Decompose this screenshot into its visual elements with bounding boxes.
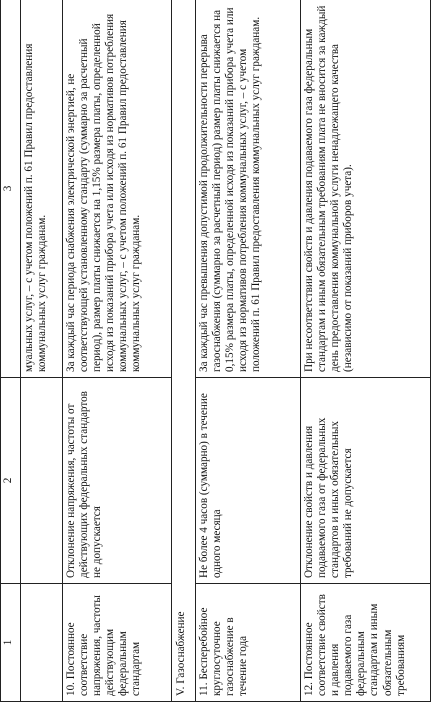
- row-11-requirement: 11. Бесперебойное круглосуточное газоснабжение в течение года: [196, 584, 301, 702]
- section-v-row: [172, 0, 196, 702]
- row-12-deviation: Отклонение свойств и давления подаваемого газа от федеральных стандартов и иных обязательных требований не допускается: [301, 378, 431, 584]
- continuation-c2: [21, 378, 63, 584]
- table-row-10: [63, 0, 172, 702]
- table-row-12: [301, 0, 431, 702]
- row-10-payment-change: За каждый час периода снабжения электрической энергией, не соответствующей установленному стандарту (суммарно за расчетный период), размер платы снижается на 1,15% размера платы, определенной исходя из показаний прибора учета или исходя из нормативов потребления коммунальных услуг, – с учетом положений п. 61 Правил предоставления коммунальных услуг гражданам.: [63, 0, 172, 378]
- row-12-payment-change: При несоответствии свойств и давления подаваемого газа федеральным стандартам и иным обязательным требованиям плата не вносится за каждый день предоставления коммунальной услуги ненадлежащего качества (независимо от показаний приборов учета).: [301, 0, 431, 378]
- row-11-payment-change: За каждый час превышения допустимой продолжительности перерыва газоснабжения (суммарно за расчетный период) размер платы снижается на 0,15% размера платы, определенной исходя из показаний прибора учета или исходя из нормативов потребления коммунальных услуг, – с учетом положений п. 61 Правил предоставления коммунальных услуг гражданам.: [196, 0, 301, 378]
- continuation-row: [21, 0, 63, 702]
- section-v-title: V. Газоснабжение: [172, 0, 196, 702]
- row-10-requirement: 10. Постоянное соответствие напряжения, частоты действующим федеральным стандартам: [63, 584, 172, 702]
- header-col-2: 2: [1, 378, 21, 584]
- header-row: [1, 0, 21, 702]
- header-col-1: 1: [1, 584, 21, 702]
- continuation-c1: [21, 584, 63, 702]
- continuation-c3: муальных услуг, – с учетом положений п. 61 Правил предоставления коммунальных услуг гражданам.: [21, 0, 63, 378]
- table-row-11: [196, 0, 301, 702]
- header-col-3: 3: [1, 0, 21, 378]
- row-12-requirement: 12. Постоянное соответствие свойств и давления подаваемого газа федеральным стандартам и иным обязательным требованиям: [301, 584, 431, 702]
- row-10-deviation: Отклонение напряжения, частоты от действующих федеральных стандартов не допускается: [63, 378, 172, 584]
- row-11-deviation: Не более 4 часов (суммарно) в течение одного месяца: [196, 378, 301, 584]
